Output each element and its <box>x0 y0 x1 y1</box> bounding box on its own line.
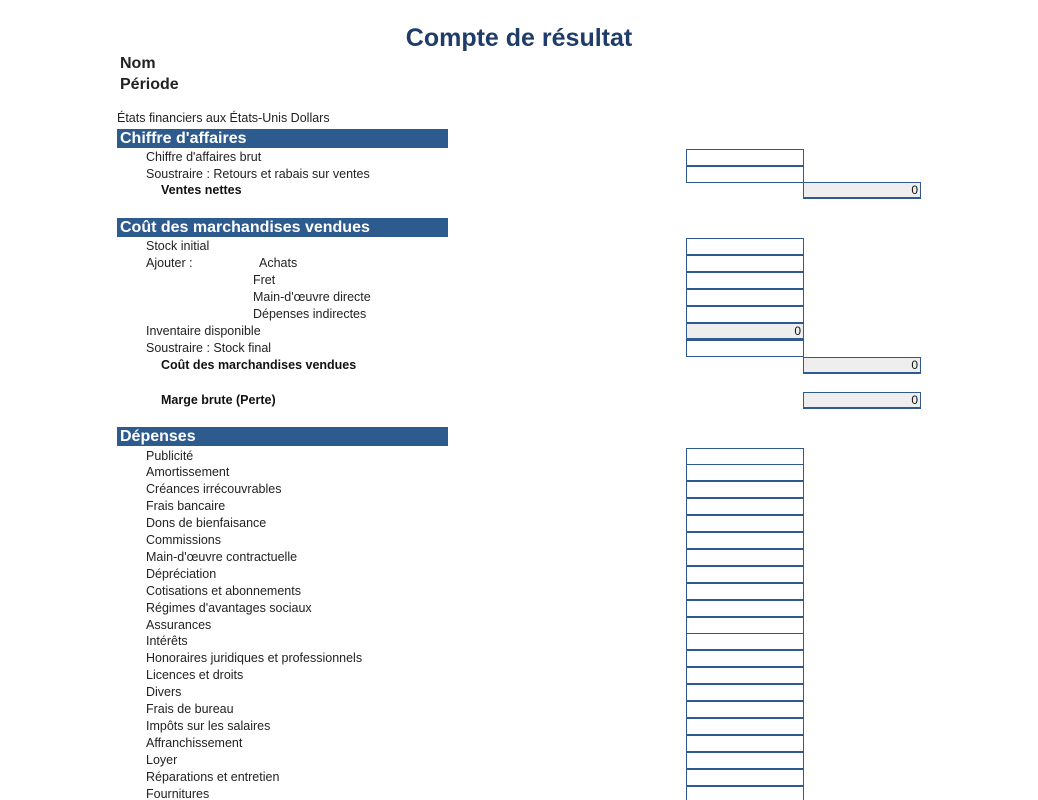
fournitures-label: Fournitures <box>146 786 210 800</box>
page-title: Compte de résultat <box>405 24 633 52</box>
name-label: Nom <box>120 55 156 72</box>
commissions-label: Commissions <box>146 533 222 547</box>
achats-label: Achats <box>259 255 298 270</box>
interets-value-cell[interactable] <box>686 633 804 650</box>
amortissement-value-cell[interactable] <box>686 464 804 481</box>
ajouter-label: Ajouter : <box>146 255 193 270</box>
main-d-uvre-contractuelle-label: Main-d'œuvre contractuelle <box>146 549 298 564</box>
section-header-revenue: Chiffre d'affaires <box>117 129 448 148</box>
interets-label: Intérêts <box>146 634 188 649</box>
cotisations-et-abonnements-value-cell[interactable] <box>686 583 804 600</box>
cout-des-marchandises-vendues-label: Coût des marchandises vendues <box>161 357 357 372</box>
impots-sur-les-salaires-label: Impôts sur les salaires <box>146 718 271 733</box>
publicite-label: Publicité <box>146 448 194 463</box>
licences-et-droits-label: Licences et droits <box>146 668 244 683</box>
soustraire-retours-et-rabais-sur-ventes-label: Soustraire : Retours et rabais sur ventes <box>146 166 370 181</box>
depenses-indirectes-value-cell[interactable] <box>686 306 804 323</box>
divers-label: Divers <box>146 685 182 700</box>
honoraires-juridiques-et-professionnels-value-cell[interactable] <box>686 650 804 667</box>
fret-value-cell[interactable] <box>686 272 804 289</box>
affranchissement-label: Affranchissement <box>146 735 243 750</box>
main-d-uvre-directe-label: Main-d'œuvre directe <box>253 289 371 304</box>
honoraires-juridiques-et-professionnels-label: Honoraires juridiques et professionnels <box>146 651 363 666</box>
inventaire-disponible-value-cell: 0 <box>686 323 804 340</box>
dons-de-bienfaisance-value-cell[interactable] <box>686 515 804 532</box>
creances-irrecouvrables-value-cell[interactable] <box>686 481 804 498</box>
marge-brute-perte-value-cell: 0 <box>803 392 921 409</box>
divers-value-cell[interactable] <box>686 684 804 701</box>
section-header-expenses: Dépenses <box>117 427 448 446</box>
frais-de-bureau-label: Frais de bureau <box>146 702 234 716</box>
chiffre-d-affaires-brut-value-cell[interactable] <box>686 149 804 166</box>
stock-initial-value-cell[interactable] <box>686 238 804 255</box>
loyer-label: Loyer <box>146 752 178 767</box>
loyer-value-cell[interactable] <box>686 752 804 769</box>
assurances-value-cell[interactable] <box>686 617 804 634</box>
frais-bancaire-value-cell[interactable] <box>686 498 804 515</box>
frais-de-bureau-value-cell[interactable] <box>686 701 804 718</box>
reparations-et-entretien-value-cell[interactable] <box>686 769 804 786</box>
publicite-value-cell[interactable] <box>686 448 804 465</box>
period-label: Période <box>120 76 179 93</box>
chiffre-d-affaires-brut-label: Chiffre d'affaires brut <box>146 149 262 164</box>
reparations-et-entretien-label: Réparations et entretien <box>146 769 280 784</box>
licences-et-droits-value-cell[interactable] <box>686 667 804 684</box>
dons-de-bienfaisance-label: Dons de bienfaisance <box>146 516 267 531</box>
marge-brute-perte-label: Marge brute (Perte) <box>161 392 276 407</box>
ventes-nettes-value-cell: 0 <box>803 182 921 199</box>
regimes-d-avantages-sociaux-value-cell[interactable] <box>686 600 804 617</box>
fournitures-value-cell[interactable] <box>686 786 804 800</box>
frais-bancaire-label: Frais bancaire <box>146 499 226 514</box>
stock-initial-label: Stock initial <box>146 238 210 253</box>
cout-des-marchandises-vendues-value-cell: 0 <box>803 357 921 374</box>
soustraire-stock-final-value-cell[interactable] <box>686 340 804 357</box>
affranchissement-value-cell[interactable] <box>686 735 804 752</box>
depreciation-label: Dépréciation <box>146 566 217 581</box>
cotisations-et-abonnements-label: Cotisations et abonnements <box>146 583 301 598</box>
assurances-label: Assurances <box>146 617 212 632</box>
inventaire-disponible-label: Inventaire disponible <box>146 323 261 338</box>
impots-sur-les-salaires-value-cell[interactable] <box>686 718 804 735</box>
currency-note: États financiers aux États-Unis Dollars <box>117 111 330 125</box>
section-header-cogs: Coût des marchandises vendues <box>117 218 448 237</box>
creances-irrecouvrables-label: Créances irrécouvrables <box>146 482 282 497</box>
commissions-value-cell[interactable] <box>686 532 804 549</box>
amortissement-label: Amortissement <box>146 465 230 480</box>
main-d-uvre-contractuelle-value-cell[interactable] <box>686 549 804 566</box>
depenses-indirectes-label: Dépenses indirectes <box>253 306 367 321</box>
fret-label: Fret <box>253 272 276 287</box>
soustraire-retours-et-rabais-sur-ventes-value-cell[interactable] <box>686 166 804 183</box>
main-d-uvre-directe-value-cell[interactable] <box>686 289 804 306</box>
soustraire-stock-final-label: Soustraire : Stock final <box>146 340 272 355</box>
regimes-d-avantages-sociaux-label: Régimes d'avantages sociaux <box>146 600 312 615</box>
depreciation-value-cell[interactable] <box>686 566 804 583</box>
ventes-nettes-label: Ventes nettes <box>161 182 242 197</box>
ajouter-value-cell[interactable] <box>686 255 804 272</box>
